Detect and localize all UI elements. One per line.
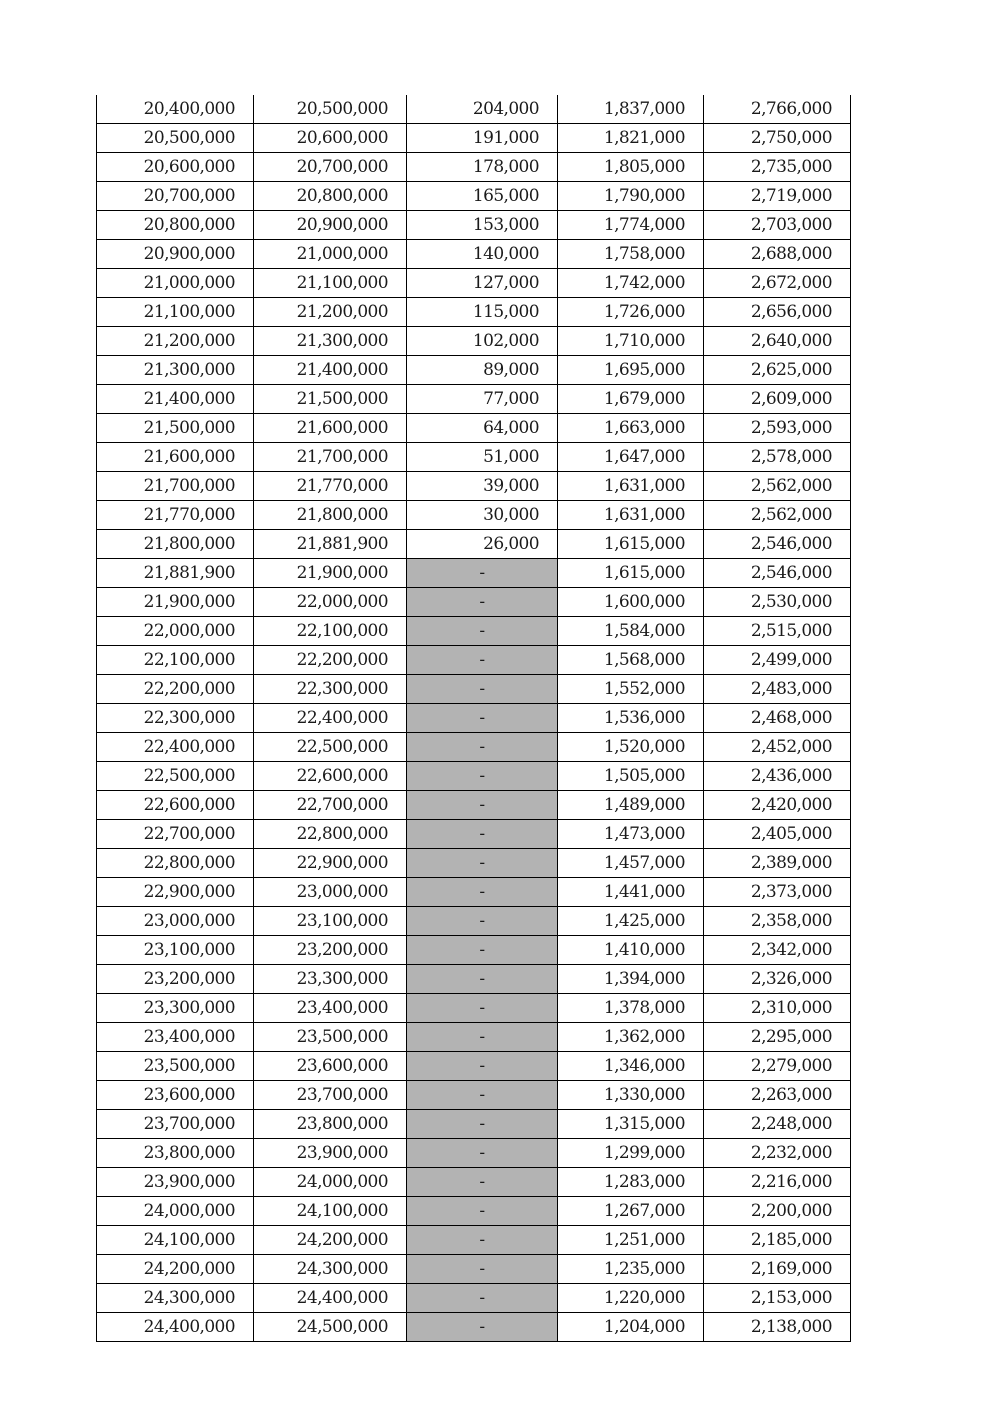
table-row: [97, 211, 851, 240]
range-from-cell: 23,700,000: [97, 1110, 254, 1139]
range-to-cell: 21,700,000: [254, 443, 407, 472]
amount-a-cell: 64,000: [407, 414, 558, 443]
amount-c-cell: 2,310,000: [704, 994, 851, 1023]
range-to-cell: 22,200,000: [254, 646, 407, 675]
amount-a-cell: 140,000: [407, 240, 558, 269]
table-row: [97, 559, 851, 588]
income-bracket-table: [96, 95, 851, 1342]
table-row: [97, 1197, 851, 1226]
table-row: [97, 820, 851, 849]
range-to-cell: 20,700,000: [254, 153, 407, 182]
amount-c-cell: 2,279,000: [704, 1052, 851, 1081]
table-row: [97, 385, 851, 414]
amount-b-cell: 1,821,000: [558, 124, 704, 153]
range-from-cell: 20,400,000: [97, 95, 254, 124]
amount-c-cell: 2,138,000: [704, 1313, 851, 1342]
amount-b-cell: 1,758,000: [558, 240, 704, 269]
amount-b-cell: 1,235,000: [558, 1255, 704, 1284]
range-from-cell: 22,000,000: [97, 617, 254, 646]
range-from-cell: 23,500,000: [97, 1052, 254, 1081]
range-to-cell: 22,300,000: [254, 675, 407, 704]
amount-b-cell: 1,695,000: [558, 356, 704, 385]
amount-c-cell: 2,735,000: [704, 153, 851, 182]
amount-a-cell: -: [407, 588, 558, 617]
amount-a-cell: 191,000: [407, 124, 558, 153]
table-row: [97, 1081, 851, 1110]
table-row: [97, 704, 851, 733]
table-row: [97, 530, 851, 559]
amount-c-cell: 2,562,000: [704, 501, 851, 530]
amount-b-cell: 1,647,000: [558, 443, 704, 472]
amount-a-cell: -: [407, 1284, 558, 1313]
amount-a-cell: -: [407, 1110, 558, 1139]
table-row: [97, 675, 851, 704]
amount-b-cell: 1,837,000: [558, 95, 704, 124]
range-to-cell: 20,900,000: [254, 211, 407, 240]
amount-c-cell: 2,263,000: [704, 1081, 851, 1110]
range-from-cell: 20,900,000: [97, 240, 254, 269]
range-from-cell: 22,800,000: [97, 849, 254, 878]
range-from-cell: 20,500,000: [97, 124, 254, 153]
amount-c-cell: 2,530,000: [704, 588, 851, 617]
amount-a-cell: -: [407, 849, 558, 878]
amount-b-cell: 1,489,000: [558, 791, 704, 820]
range-to-cell: 24,100,000: [254, 1197, 407, 1226]
amount-a-cell: 115,000: [407, 298, 558, 327]
amount-b-cell: 1,805,000: [558, 153, 704, 182]
amount-a-cell: 127,000: [407, 269, 558, 298]
amount-c-cell: 2,420,000: [704, 791, 851, 820]
amount-b-cell: 1,441,000: [558, 878, 704, 907]
amount-c-cell: 2,640,000: [704, 327, 851, 356]
range-from-cell: 23,600,000: [97, 1081, 254, 1110]
range-from-cell: 22,300,000: [97, 704, 254, 733]
amount-c-cell: 2,609,000: [704, 385, 851, 414]
amount-c-cell: 2,688,000: [704, 240, 851, 269]
amount-a-cell: -: [407, 1313, 558, 1342]
range-to-cell: 24,500,000: [254, 1313, 407, 1342]
amount-b-cell: 1,663,000: [558, 414, 704, 443]
range-from-cell: 23,200,000: [97, 965, 254, 994]
range-from-cell: 21,770,000: [97, 501, 254, 530]
amount-c-cell: 2,452,000: [704, 733, 851, 762]
amount-c-cell: 2,499,000: [704, 646, 851, 675]
amount-b-cell: 1,410,000: [558, 936, 704, 965]
amount-b-cell: 1,362,000: [558, 1023, 704, 1052]
range-from-cell: 21,200,000: [97, 327, 254, 356]
amount-b-cell: 1,679,000: [558, 385, 704, 414]
range-from-cell: 22,500,000: [97, 762, 254, 791]
amount-a-cell: -: [407, 559, 558, 588]
amount-a-cell: -: [407, 1168, 558, 1197]
amount-a-cell: 89,000: [407, 356, 558, 385]
amount-b-cell: 1,457,000: [558, 849, 704, 878]
range-from-cell: 22,700,000: [97, 820, 254, 849]
table-row: [97, 298, 851, 327]
amount-c-cell: 2,625,000: [704, 356, 851, 385]
amount-a-cell: -: [407, 704, 558, 733]
amount-a-cell: 77,000: [407, 385, 558, 414]
range-from-cell: 22,200,000: [97, 675, 254, 704]
amount-b-cell: 1,425,000: [558, 907, 704, 936]
table-row: [97, 1023, 851, 1052]
amount-c-cell: 2,295,000: [704, 1023, 851, 1052]
range-to-cell: 21,100,000: [254, 269, 407, 298]
amount-b-cell: 1,505,000: [558, 762, 704, 791]
range-from-cell: 23,400,000: [97, 1023, 254, 1052]
amount-b-cell: 1,615,000: [558, 530, 704, 559]
amount-a-cell: -: [407, 617, 558, 646]
amount-b-cell: 1,473,000: [558, 820, 704, 849]
table-row: [97, 269, 851, 298]
amount-a-cell: -: [407, 936, 558, 965]
amount-a-cell: -: [407, 965, 558, 994]
range-from-cell: 21,900,000: [97, 588, 254, 617]
table-row: [97, 95, 851, 124]
table-row: [97, 878, 851, 907]
range-from-cell: 21,600,000: [97, 443, 254, 472]
range-to-cell: 23,700,000: [254, 1081, 407, 1110]
amount-b-cell: 1,299,000: [558, 1139, 704, 1168]
table-row: [97, 501, 851, 530]
range-from-cell: 24,200,000: [97, 1255, 254, 1284]
amount-a-cell: 153,000: [407, 211, 558, 240]
table-row: [97, 1226, 851, 1255]
range-to-cell: 23,300,000: [254, 965, 407, 994]
amount-c-cell: 2,515,000: [704, 617, 851, 646]
data-table-container: [96, 95, 850, 1342]
range-from-cell: 21,000,000: [97, 269, 254, 298]
range-to-cell: 22,800,000: [254, 820, 407, 849]
range-from-cell: 22,900,000: [97, 878, 254, 907]
amount-b-cell: 1,726,000: [558, 298, 704, 327]
amount-b-cell: 1,615,000: [558, 559, 704, 588]
table-row: [97, 182, 851, 211]
amount-b-cell: 1,520,000: [558, 733, 704, 762]
amount-a-cell: 204,000: [407, 95, 558, 124]
table-row: [97, 646, 851, 675]
range-to-cell: 22,100,000: [254, 617, 407, 646]
amount-a-cell: -: [407, 907, 558, 936]
amount-b-cell: 1,220,000: [558, 1284, 704, 1313]
table-row: [97, 762, 851, 791]
range-to-cell: 24,400,000: [254, 1284, 407, 1313]
amount-c-cell: 2,185,000: [704, 1226, 851, 1255]
amount-c-cell: 2,546,000: [704, 559, 851, 588]
table-row: [97, 356, 851, 385]
amount-c-cell: 2,766,000: [704, 95, 851, 124]
amount-c-cell: 2,703,000: [704, 211, 851, 240]
range-from-cell: 22,600,000: [97, 791, 254, 820]
amount-b-cell: 1,631,000: [558, 501, 704, 530]
range-to-cell: 21,800,000: [254, 501, 407, 530]
amount-c-cell: 2,593,000: [704, 414, 851, 443]
amount-c-cell: 2,468,000: [704, 704, 851, 733]
amount-b-cell: 1,251,000: [558, 1226, 704, 1255]
amount-a-cell: -: [407, 1052, 558, 1081]
amount-b-cell: 1,394,000: [558, 965, 704, 994]
amount-b-cell: 1,283,000: [558, 1168, 704, 1197]
table-row: [97, 240, 851, 269]
range-from-cell: 21,300,000: [97, 356, 254, 385]
amount-b-cell: 1,584,000: [558, 617, 704, 646]
range-from-cell: 22,400,000: [97, 733, 254, 762]
range-from-cell: 24,300,000: [97, 1284, 254, 1313]
table-row: [97, 733, 851, 762]
table-row: [97, 907, 851, 936]
range-from-cell: 21,100,000: [97, 298, 254, 327]
amount-c-cell: 2,436,000: [704, 762, 851, 791]
amount-c-cell: 2,169,000: [704, 1255, 851, 1284]
amount-c-cell: 2,562,000: [704, 472, 851, 501]
amount-b-cell: 1,710,000: [558, 327, 704, 356]
range-from-cell: 23,800,000: [97, 1139, 254, 1168]
range-from-cell: 21,700,000: [97, 472, 254, 501]
table-row: [97, 1284, 851, 1313]
amount-a-cell: -: [407, 1255, 558, 1284]
amount-c-cell: 2,750,000: [704, 124, 851, 153]
amount-c-cell: 2,546,000: [704, 530, 851, 559]
table-row: [97, 1313, 851, 1342]
range-from-cell: 23,900,000: [97, 1168, 254, 1197]
table-row: [97, 791, 851, 820]
table-row: [97, 1168, 851, 1197]
range-to-cell: 21,300,000: [254, 327, 407, 356]
amount-c-cell: 2,153,000: [704, 1284, 851, 1313]
amount-b-cell: 1,536,000: [558, 704, 704, 733]
amount-c-cell: 2,656,000: [704, 298, 851, 327]
amount-a-cell: 39,000: [407, 472, 558, 501]
range-from-cell: 22,100,000: [97, 646, 254, 675]
range-from-cell: 23,300,000: [97, 994, 254, 1023]
amount-b-cell: 1,204,000: [558, 1313, 704, 1342]
amount-a-cell: -: [407, 646, 558, 675]
range-to-cell: 23,800,000: [254, 1110, 407, 1139]
table-row: [97, 327, 851, 356]
amount-b-cell: 1,267,000: [558, 1197, 704, 1226]
amount-a-cell: -: [407, 1197, 558, 1226]
range-from-cell: 23,000,000: [97, 907, 254, 936]
range-from-cell: 21,800,000: [97, 530, 254, 559]
amount-b-cell: 1,315,000: [558, 1110, 704, 1139]
table-row: [97, 1052, 851, 1081]
table-row: [97, 153, 851, 182]
amount-c-cell: 2,232,000: [704, 1139, 851, 1168]
table-row: [97, 1139, 851, 1168]
amount-a-cell: 102,000: [407, 327, 558, 356]
amount-a-cell: -: [407, 675, 558, 704]
range-to-cell: 24,200,000: [254, 1226, 407, 1255]
range-to-cell: 21,600,000: [254, 414, 407, 443]
amount-a-cell: 165,000: [407, 182, 558, 211]
range-to-cell: 21,400,000: [254, 356, 407, 385]
range-from-cell: 23,100,000: [97, 936, 254, 965]
amount-a-cell: -: [407, 1139, 558, 1168]
amount-c-cell: 2,326,000: [704, 965, 851, 994]
table-row: [97, 994, 851, 1023]
table-row: [97, 617, 851, 646]
amount-c-cell: 2,483,000: [704, 675, 851, 704]
amount-a-cell: -: [407, 1081, 558, 1110]
table-row: [97, 124, 851, 153]
range-to-cell: 23,500,000: [254, 1023, 407, 1052]
range-from-cell: 21,881,900: [97, 559, 254, 588]
amount-b-cell: 1,330,000: [558, 1081, 704, 1110]
table-row: [97, 472, 851, 501]
table-row: [97, 1255, 851, 1284]
range-from-cell: 20,600,000: [97, 153, 254, 182]
amount-a-cell: -: [407, 791, 558, 820]
table-row: [97, 443, 851, 472]
amount-b-cell: 1,552,000: [558, 675, 704, 704]
amount-c-cell: 2,200,000: [704, 1197, 851, 1226]
amount-a-cell: -: [407, 733, 558, 762]
range-from-cell: 20,700,000: [97, 182, 254, 211]
amount-c-cell: 2,672,000: [704, 269, 851, 298]
amount-a-cell: -: [407, 1023, 558, 1052]
range-to-cell: 22,000,000: [254, 588, 407, 617]
range-to-cell: 22,400,000: [254, 704, 407, 733]
amount-c-cell: 2,358,000: [704, 907, 851, 936]
range-to-cell: 22,900,000: [254, 849, 407, 878]
range-to-cell: 20,600,000: [254, 124, 407, 153]
amount-a-cell: 30,000: [407, 501, 558, 530]
table-row: [97, 1110, 851, 1139]
range-to-cell: 23,100,000: [254, 907, 407, 936]
amount-b-cell: 1,346,000: [558, 1052, 704, 1081]
range-to-cell: 23,900,000: [254, 1139, 407, 1168]
range-to-cell: 23,000,000: [254, 878, 407, 907]
amount-a-cell: 51,000: [407, 443, 558, 472]
table-row: [97, 936, 851, 965]
range-to-cell: 22,600,000: [254, 762, 407, 791]
amount-c-cell: 2,248,000: [704, 1110, 851, 1139]
amount-c-cell: 2,373,000: [704, 878, 851, 907]
range-to-cell: 21,200,000: [254, 298, 407, 327]
range-to-cell: 23,400,000: [254, 994, 407, 1023]
amount-b-cell: 1,568,000: [558, 646, 704, 675]
amount-a-cell: -: [407, 878, 558, 907]
amount-a-cell: 26,000: [407, 530, 558, 559]
amount-c-cell: 2,342,000: [704, 936, 851, 965]
amount-a-cell: -: [407, 762, 558, 791]
range-to-cell: 20,800,000: [254, 182, 407, 211]
table-row: [97, 588, 851, 617]
amount-c-cell: 2,719,000: [704, 182, 851, 211]
range-to-cell: 21,000,000: [254, 240, 407, 269]
range-to-cell: 22,500,000: [254, 733, 407, 762]
amount-a-cell: -: [407, 1226, 558, 1255]
amount-b-cell: 1,378,000: [558, 994, 704, 1023]
range-from-cell: 24,400,000: [97, 1313, 254, 1342]
range-from-cell: 21,500,000: [97, 414, 254, 443]
amount-c-cell: 2,578,000: [704, 443, 851, 472]
range-to-cell: 21,500,000: [254, 385, 407, 414]
range-to-cell: 20,500,000: [254, 95, 407, 124]
range-from-cell: 24,100,000: [97, 1226, 254, 1255]
amount-b-cell: 1,790,000: [558, 182, 704, 211]
range-from-cell: 20,800,000: [97, 211, 254, 240]
amount-b-cell: 1,600,000: [558, 588, 704, 617]
amount-c-cell: 2,216,000: [704, 1168, 851, 1197]
range-to-cell: 21,770,000: [254, 472, 407, 501]
range-from-cell: 24,000,000: [97, 1197, 254, 1226]
table-row: [97, 414, 851, 443]
amount-a-cell: 178,000: [407, 153, 558, 182]
range-from-cell: 21,400,000: [97, 385, 254, 414]
table-row: [97, 965, 851, 994]
range-to-cell: 24,300,000: [254, 1255, 407, 1284]
amount-b-cell: 1,774,000: [558, 211, 704, 240]
amount-a-cell: -: [407, 820, 558, 849]
range-to-cell: 22,700,000: [254, 791, 407, 820]
table-body: [97, 95, 851, 1342]
range-to-cell: 21,881,900: [254, 530, 407, 559]
amount-b-cell: 1,631,000: [558, 472, 704, 501]
table-row: [97, 849, 851, 878]
amount-b-cell: 1,742,000: [558, 269, 704, 298]
range-to-cell: 21,900,000: [254, 559, 407, 588]
amount-c-cell: 2,389,000: [704, 849, 851, 878]
range-to-cell: 23,600,000: [254, 1052, 407, 1081]
amount-c-cell: 2,405,000: [704, 820, 851, 849]
amount-a-cell: -: [407, 994, 558, 1023]
range-to-cell: 24,000,000: [254, 1168, 407, 1197]
range-to-cell: 23,200,000: [254, 936, 407, 965]
